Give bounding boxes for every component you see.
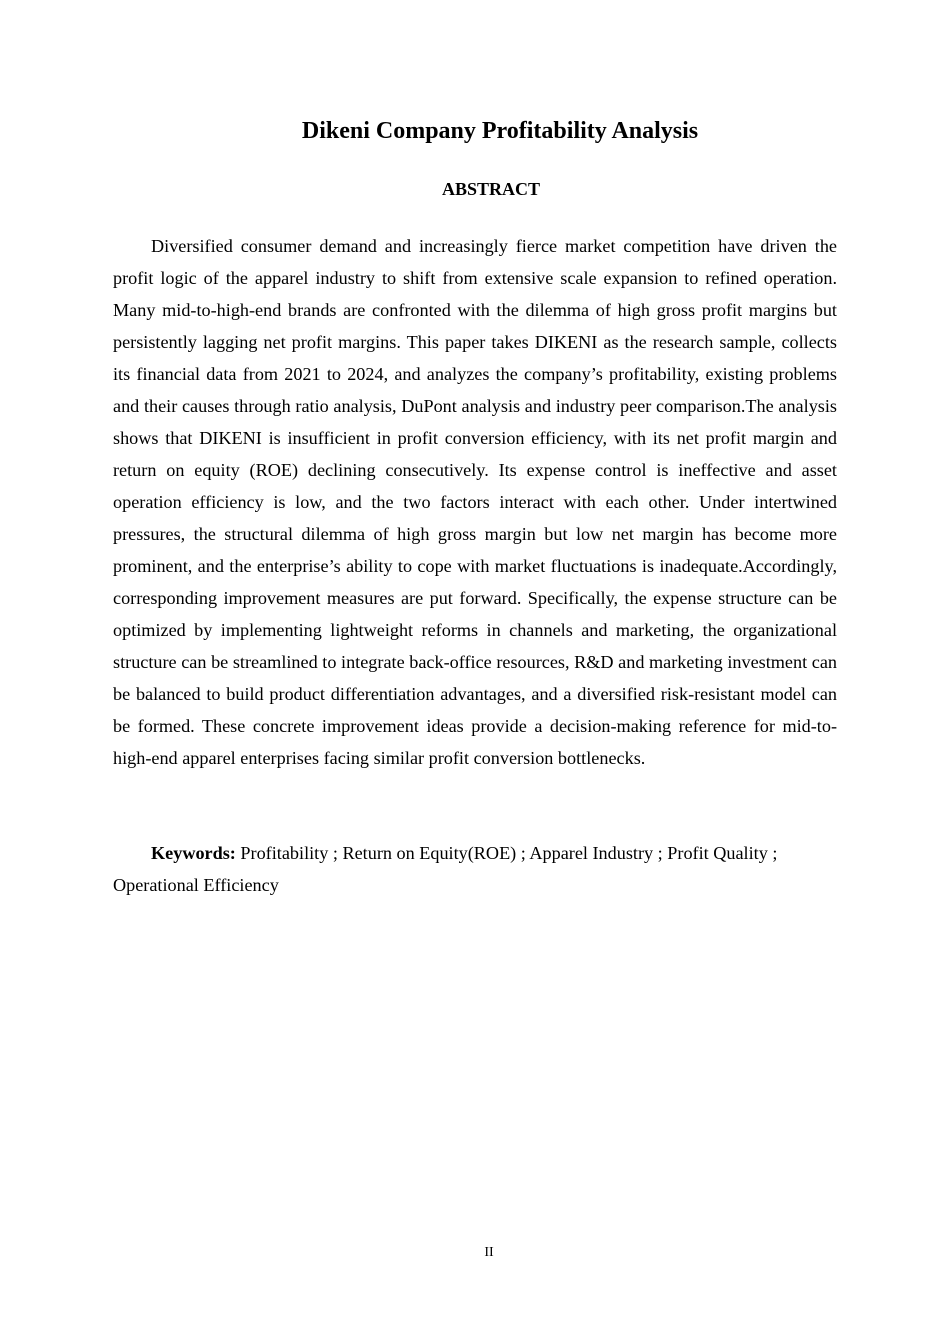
page-number: II [484,1245,494,1260]
abstract-paragraph: Diversified consumer demand and increasingly fierce market competition have driven the profit logic of the apparel industry to shift from extensive scale expansion to refined operation. Many mid-to-high-end brands are confronted with the dilemma of high gross profit margins but persistently lagging net profit margins. This paper takes DIKENI as the research sample, collects its financial data from 2021 to 2024, and analyzes the company’s profitability, existing problems and their causes through ratio analysis, DuPont analysis and industry peer comparison.The analysis shows that DIKENI is insufficient in profit conversion efficiency, with its net profit margin and return on equity (ROE) declining consecutively. Its expense control is ineffective and asset operation efficiency is low, and the two factors interact with each other. Under intertwined pressures, the structural dilemma of high gross margin but low net margin has become more prominent, and the enterprise’s ability to cope with market fluctuations is inadequate.Accordingly, corresponding improvement measures are put forward. Specifically, the expense structure can be optimized by implementing lightweight reforms in channels and marketing, the organizational structure can be streamlined to integrate back-office resources, R&D and marketing investment can be balanced to build product differentiation advantages, and a diversified risk-resistant model can be formed. These concrete improvement ideas provide a decision-making reference for mid-to-high-end apparel enterprises facing similar profit conversion bottlenecks. [113,236,837,768]
keywords-label: Keywords: [151,843,236,863]
keywords-line [113,837,837,901]
keywords-list: Profitability ; Return on Equity(ROE) ; Apparel Industry ; Profit Quality ; Operational Efficiency [113,843,778,895]
document-title: Dikeni Company Profitability Analysis [301,118,699,144]
abstract-heading: ABSTRACT [441,179,541,199]
